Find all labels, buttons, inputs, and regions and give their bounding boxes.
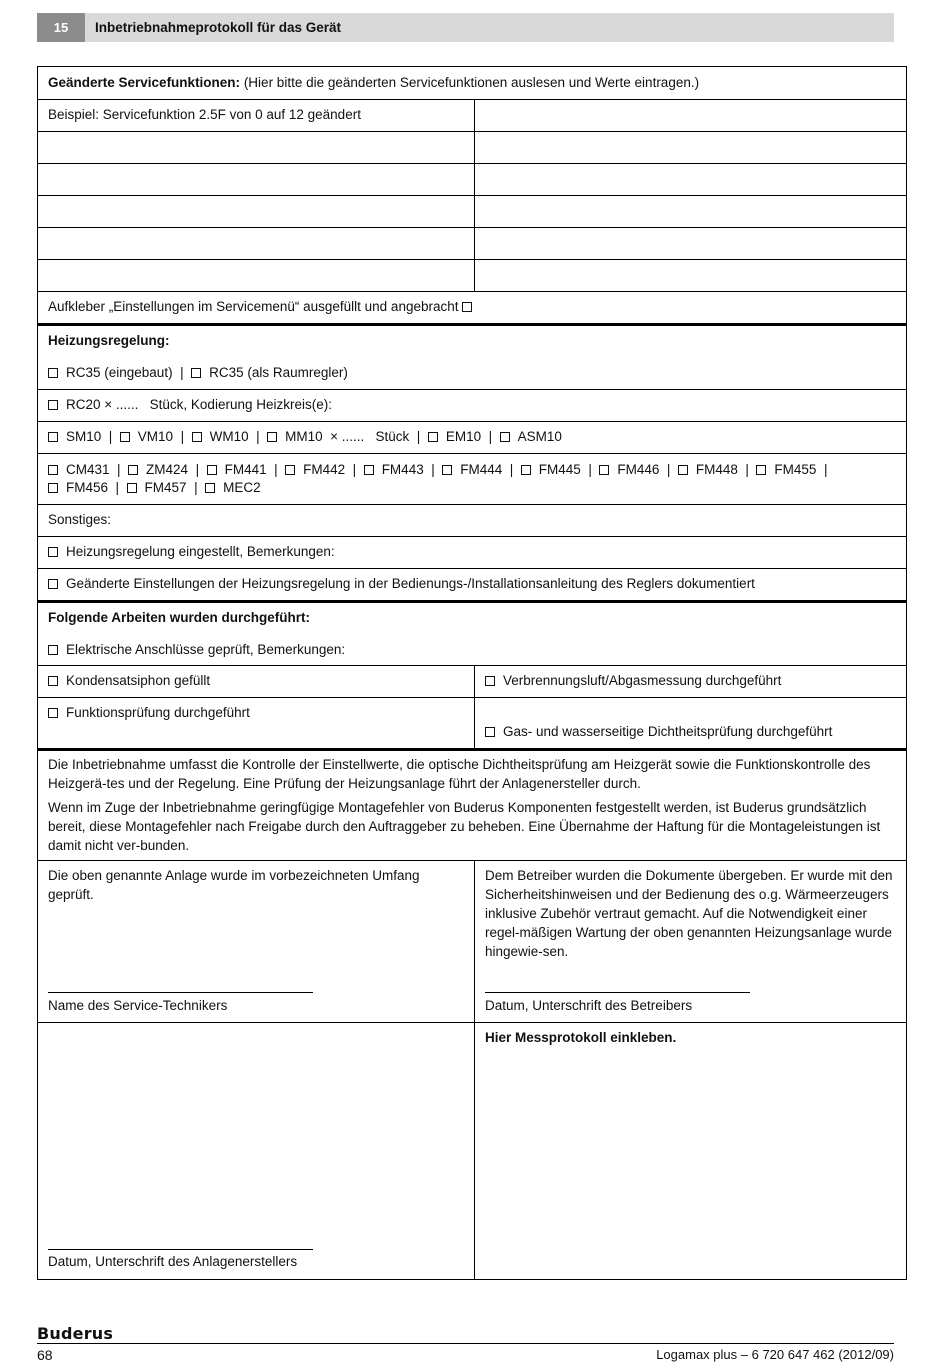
module-checkbox[interactable] <box>521 465 531 475</box>
bottom-row <box>38 1023 906 1279</box>
regelung-heading: Heizungsregelung: <box>48 333 170 348</box>
separator: | <box>173 429 192 444</box>
modules-row-2 <box>38 454 906 505</box>
separator: | <box>186 480 206 495</box>
service-function-field[interactable] <box>38 260 475 291</box>
module-label: FM445 <box>538 462 581 477</box>
separator: | <box>659 462 678 477</box>
section-number: 15 <box>37 13 85 42</box>
service-row <box>38 132 906 164</box>
module-label: FM442 <box>303 462 346 477</box>
funktion-checkbox[interactable] <box>48 708 58 718</box>
dokumentiert-row <box>38 569 906 603</box>
service-value-field[interactable] <box>475 228 906 259</box>
module-label: EM10 <box>445 429 482 444</box>
verbrennung-checkbox[interactable] <box>485 676 495 686</box>
dokumentiert-label: Geänderte Einstellungen der Heizungsregelung in der Bedienungs-/Installationsanleitung des Reglers dokumentiert <box>66 576 755 591</box>
module-checkbox[interactable] <box>285 465 295 475</box>
service-row <box>38 196 906 228</box>
regelung-block <box>38 326 906 390</box>
module-checkbox[interactable] <box>192 432 202 442</box>
handover-statement: Dem Betreiber wurden die Dokumente übergeben. Er wurde mit den Sicherheitshinweisen und der Bedienung des o.g. Wärmeerzeugers inklusive Zubehör vertraut gemacht. Auf die Notwendigkeit einer regel-mäßigen Wartung der oben genannten Heizungsanlage wurde hingewie-sen. <box>485 868 893 959</box>
module-label: MEC2 <box>223 480 261 495</box>
service-value-field[interactable] <box>475 100 906 131</box>
module-checkbox[interactable] <box>127 483 137 493</box>
kondensat-label: Kondensatsiphon gefüllt <box>66 673 211 688</box>
info-paragraph-2: Wenn im Zuge der Inbetriebnahme geringfügige Montagefehler von Buderus Komponenten festgestellt werden, ist Buderus grundsätzlich bereit, diese Montagefehler nach Freigabe durch den Auftraggeber zu beheben. Eine Übernahme der Haftung für die Montageleistungen ist damit nicht ver-bunden. <box>48 800 881 853</box>
service-row <box>38 164 906 196</box>
arbeiten-block <box>38 603 906 666</box>
module-checkbox[interactable] <box>500 432 510 442</box>
dichtheit-checkbox[interactable] <box>485 727 495 737</box>
module-label: FM443 <box>381 462 424 477</box>
service-value-field[interactable] <box>475 132 906 163</box>
module-label: SM10 <box>66 429 102 444</box>
separator: | <box>180 365 184 380</box>
module-label: WM10 <box>209 429 249 444</box>
separator: | <box>188 462 207 477</box>
module-checkbox[interactable] <box>205 483 215 493</box>
module-label: ZM424 <box>146 462 189 477</box>
service-value-field[interactable] <box>475 260 906 291</box>
separator: | <box>345 462 364 477</box>
commissioning-form <box>37 66 907 1280</box>
separator: | <box>248 429 268 444</box>
separator: | <box>108 480 127 495</box>
separator: | <box>409 429 428 444</box>
module-checkbox[interactable] <box>364 465 374 475</box>
service-function-field[interactable] <box>38 228 475 259</box>
check-statement: Die oben genannte Anlage wurde im vorbezeichneten Umfang geprüft. <box>48 868 420 902</box>
operator-label: Datum, Unterschrift des Betreibers <box>485 998 693 1013</box>
section-title: Inbetriebnahmeprotokoll für das Gerät <box>95 20 342 35</box>
service-function-field[interactable] <box>38 196 475 227</box>
eingestellt-checkbox[interactable] <box>48 547 58 557</box>
module-label: MM10 × ...... Stück <box>285 429 410 444</box>
service-heading-note: (Hier bitte die geänderten Servicefunktionen auslesen und Werte eintragen.) <box>240 75 700 90</box>
kondensat-checkbox[interactable] <box>48 676 58 686</box>
module-label: VM10 <box>137 429 174 444</box>
module-label: FM457 <box>144 480 187 495</box>
rc20-checkbox[interactable] <box>48 400 58 410</box>
page-number: 68 <box>37 1347 53 1363</box>
technician-signature-line[interactable] <box>48 992 313 993</box>
installer-signature-line[interactable] <box>48 1249 313 1250</box>
sticker-row <box>38 292 906 326</box>
separator: | <box>266 462 286 477</box>
funktion-label: Funktionsprüfung durchgeführt <box>66 705 250 720</box>
service-function-field[interactable] <box>38 132 475 163</box>
elektrisch-label: Elektrische Anschlüsse geprüft, Bemerkungen: <box>66 642 346 657</box>
sticker-label: Aufkleber „Einstellungen im Servicemenü“ ausgefüllt und angebracht <box>48 299 459 314</box>
sonstiges-label: Sonstiges: <box>48 512 112 527</box>
eingestellt-row <box>38 537 906 569</box>
messprotokoll-label: Hier Messprotokoll einkleben. <box>485 1030 677 1045</box>
module-checkbox[interactable] <box>207 465 217 475</box>
module-label: FM446 <box>617 462 660 477</box>
dokumentiert-checkbox[interactable] <box>48 579 58 589</box>
module-label: FM448 <box>695 462 738 477</box>
separator: | <box>101 429 120 444</box>
verbrennung-label: Verbrennungsluft/Abgasmessung durchgeführt <box>503 673 782 688</box>
module-label: FM441 <box>224 462 267 477</box>
info-paragraph-1: Die Inbetriebnahme umfasst die Kontrolle der Einstellwerte, die optische Dichtheitsprüfung am Heizgerät sowie die Funktionskontrolle des Heizgerä-tes und der Regelung. Eine Prüfung der Heizungsanlage führt der Anlagenersteller durch. <box>48 757 871 791</box>
footer-divider <box>37 1343 894 1344</box>
module-checkbox[interactable] <box>48 483 58 493</box>
separator: | <box>423 462 443 477</box>
module-label: FM444 <box>460 462 503 477</box>
elektrisch-checkbox[interactable] <box>48 645 58 655</box>
module-label: CM431 <box>66 462 110 477</box>
module-checkbox[interactable] <box>128 465 138 475</box>
buderus-logo: Buderus <box>37 1324 114 1343</box>
module-label: ASM10 <box>517 429 562 444</box>
info-text-block <box>38 751 906 861</box>
rc35-eingebaut-checkbox[interactable] <box>48 368 58 378</box>
service-value-field[interactable] <box>475 196 906 227</box>
service-heading-row <box>38 67 906 100</box>
service-function-field[interactable] <box>38 164 475 195</box>
document-reference: Logamax plus – 6 720 647 462 (2012/09) <box>656 1347 894 1362</box>
messprotokoll-area <box>475 1023 906 1279</box>
service-example-row <box>38 100 906 132</box>
modules-row-1 <box>38 422 906 454</box>
module-checkbox[interactable] <box>756 465 766 475</box>
module-checkbox[interactable] <box>442 465 452 475</box>
rc35-raum-label: RC35 (als Raumregler) <box>209 365 348 380</box>
service-example: Beispiel: Servicefunktion 2.5F von 0 auf 12 geändert <box>48 107 361 122</box>
separator: | <box>737 462 757 477</box>
section-header <box>37 13 894 42</box>
module-checkbox[interactable] <box>48 432 58 442</box>
separator: | <box>816 462 835 477</box>
module-checkbox[interactable] <box>678 465 688 475</box>
service-value-field[interactable] <box>475 164 906 195</box>
module-label: FM456 <box>66 480 109 495</box>
technician-label: Name des Service-Technikers <box>48 998 228 1013</box>
separator: | <box>502 462 521 477</box>
separator: | <box>109 462 129 477</box>
arbeiten-row-2 <box>38 698 906 751</box>
module-checkbox[interactable] <box>599 465 609 475</box>
dichtheit-label: Gas- und wasserseitige Dichtheitsprüfung durchgeführt <box>503 724 833 739</box>
rc20-row <box>38 390 906 422</box>
module-checkbox[interactable] <box>48 465 58 475</box>
service-heading: Geänderte Servicefunktionen: <box>48 75 241 90</box>
module-checkbox[interactable] <box>120 432 130 442</box>
separator: | <box>580 462 600 477</box>
module-checkbox[interactable] <box>267 432 277 442</box>
sonstiges-row <box>38 505 906 537</box>
sticker-checkbox[interactable] <box>462 302 472 312</box>
rc20-label: RC20 × ...... Stück, Kodierung Heizkreis(e): <box>66 397 332 412</box>
signature-row <box>38 861 906 1023</box>
module-checkbox[interactable] <box>428 432 438 442</box>
separator: | <box>481 429 500 444</box>
operator-signature-line[interactable] <box>485 992 750 993</box>
service-row <box>38 228 906 260</box>
arbeiten-heading: Folgende Arbeiten wurden durchgeführt: <box>48 610 310 625</box>
rc35-raum-checkbox[interactable] <box>191 368 201 378</box>
rc35-eingebaut-label: RC35 (eingebaut) <box>66 365 173 380</box>
service-row <box>38 260 906 292</box>
arbeiten-row-1 <box>38 666 906 698</box>
installer-label: Datum, Unterschrift des Anlagenerstellers <box>48 1254 298 1269</box>
module-label: FM455 <box>774 462 817 477</box>
eingestellt-label: Heizungsregelung eingestellt, Bemerkungen: <box>66 544 335 559</box>
